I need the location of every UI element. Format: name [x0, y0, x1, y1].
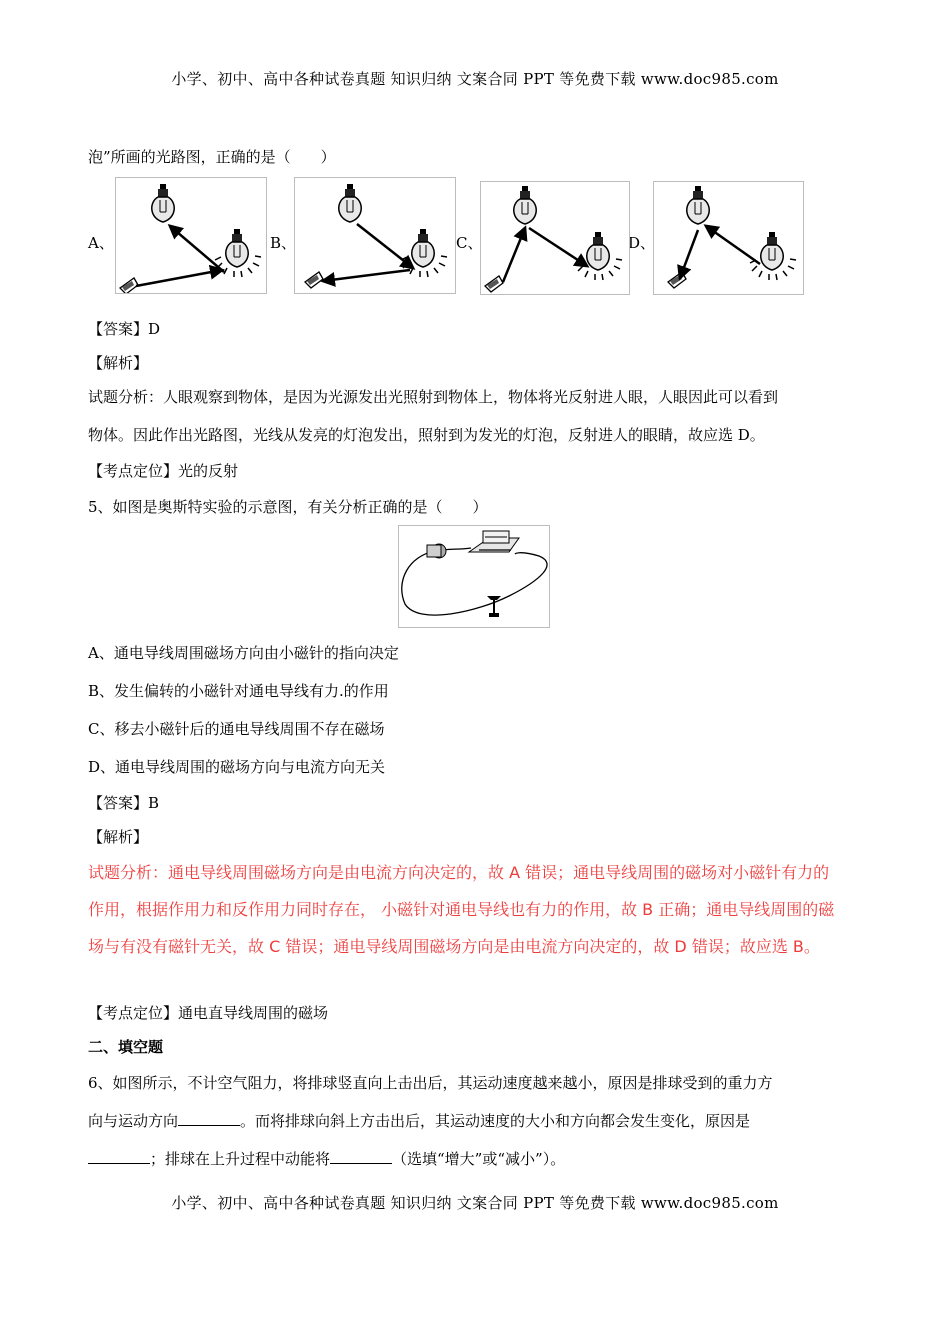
q4-answer: 【答案】D [88, 320, 161, 338]
q4-topic: 【考点定位】光的反射 [88, 462, 239, 480]
light-path-diagram-d [653, 181, 804, 295]
q4-analysis-line: 物体。因此作出光路图，光线从发亮的灯泡发出，照射到为发光的灯泡，反射进人的眼睛，故应选 D。 [88, 426, 765, 444]
q6-blank-2[interactable] [88, 1149, 150, 1164]
q5-option-c: C、移去小磁针后的通电导线周围不存在磁场 [88, 720, 385, 738]
q6-text: 向与运动方向 [88, 1112, 179, 1130]
light-path-diagram-c [480, 181, 630, 295]
q5-topic: 【考点定位】通电直导线周围的磁场 [88, 1004, 329, 1022]
q5-option-d: D、通电导线周围的磁场方向与电流方向无关 [88, 758, 386, 776]
q6-line: 6、如图所示，不计空气阻力，将排球竖直向上击出后，其运动速度越来越小，原因是排球受到的重力方 [88, 1074, 773, 1092]
q4-option-c-label: C、 [456, 234, 483, 252]
q5-answer: 【答案】B [88, 794, 160, 812]
q4-stem: 泡”所画的光路图，正确的是（ ） [88, 148, 336, 166]
q5-analysis-line: 作用，根据作用力和反作用力同时存在， 小磁针对通电导线也有力的作用，故 B 正确；通电导线周围的磁 [88, 900, 835, 919]
q6-blank-1[interactable] [178, 1111, 240, 1126]
q4-option-a-label: A、 [88, 234, 114, 252]
q6-text: （选填“增大”或“减小”）。 [392, 1150, 566, 1168]
light-path-diagram-a [115, 177, 267, 294]
q4-option-b-label: B、 [270, 234, 297, 252]
q6-line [88, 1110, 750, 1131]
section-title: 二、填空题 [88, 1038, 164, 1056]
oersted-experiment-diagram [398, 525, 550, 628]
q5-stem: 5、如图是奥斯特实验的示意图，有关分析正确的是（ ） [88, 498, 488, 516]
q4-analysis-title: 【解析】 [88, 354, 149, 372]
q5-analysis-title: 【解析】 [88, 828, 149, 846]
q4-analysis-line: 试题分析：人眼观察到物体，是因为光源发出光照射到物体上，物体将光反射进人眼，人眼因此可以看到 [88, 388, 779, 406]
q6-text: 。而将排球向斜上方击出后，其运动速度的大小和方向都会发生变化，原因是 [240, 1112, 751, 1130]
q6-text: ；排球在上升过程中动能将 [150, 1150, 331, 1168]
q5-analysis-line: 试题分析：通电导线周围磁场方向是由电流方向决定的，故 A 错误；通电导线周围的磁场对小磁针有力的 [88, 863, 830, 882]
q5-option-b: B、发生偏转的小磁针对通电导线有力.的作用 [88, 682, 389, 700]
page-footer: 小学、初中、高中各种试卷真题 知识归纳 文案合同 PPT 等免费下载 www.doc985.com [171, 1194, 779, 1212]
light-path-diagram-b [294, 177, 456, 294]
q5-option-a: A、通电导线周围磁场方向由小磁针的指向决定 [88, 644, 399, 662]
q6-line [88, 1148, 565, 1169]
q5-analysis-line: 场与有没有磁针无关，故 C 错误；通电导线周围磁场方向是由电流方向决定的，故 D 错误；故应选 B。 [88, 937, 820, 956]
q6-blank-3[interactable] [330, 1149, 392, 1164]
q4-option-d-label: D、 [628, 234, 656, 252]
page-header: 小学、初中、高中各种试卷真题 知识归纳 文案合同 PPT 等免费下载 www.doc985.com [171, 70, 779, 88]
